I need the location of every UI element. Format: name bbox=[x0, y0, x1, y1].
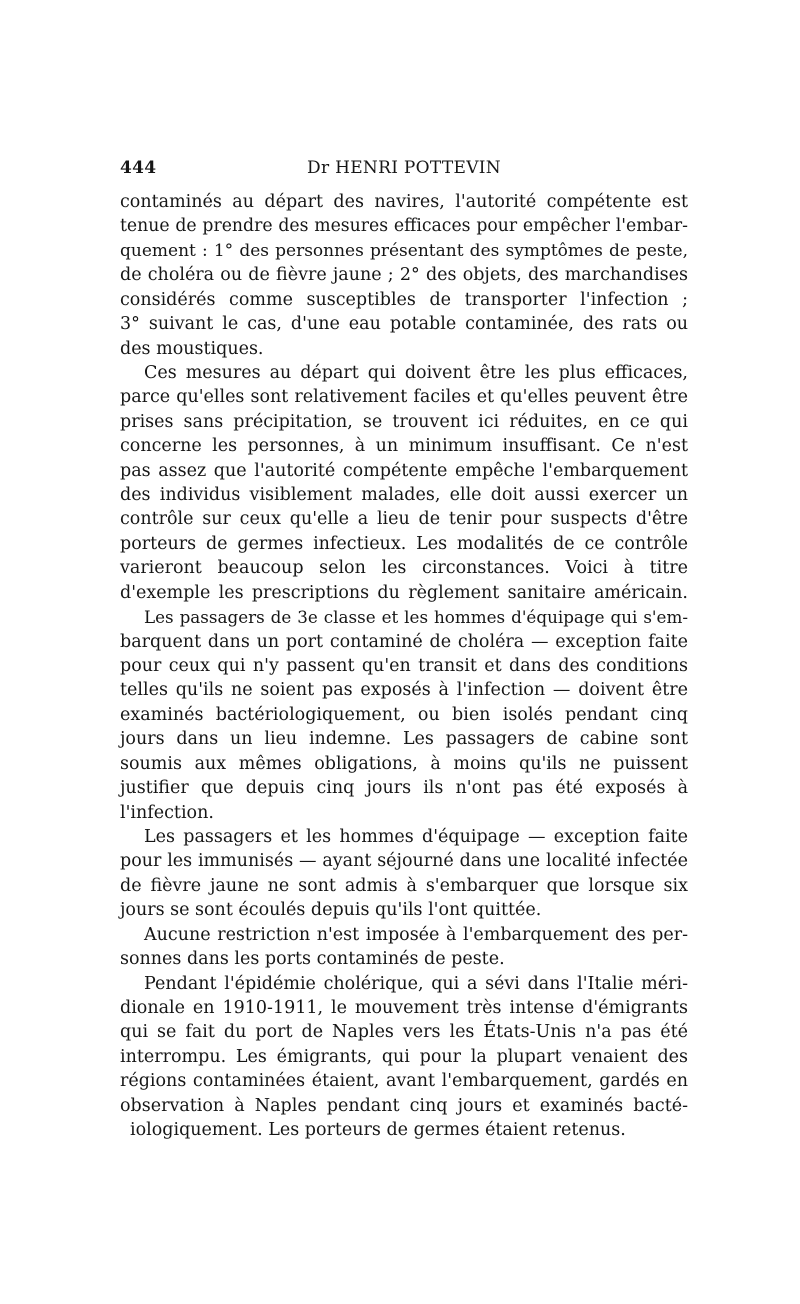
text-line: barquent dans un port contaminé de choléra — exception faite bbox=[120, 631, 688, 652]
text-line: d'exemple les prescriptions du règlement sanitaire américain. bbox=[120, 582, 688, 603]
text-line: qui se fait du port de Naples vers les États-Unis n'a pas été bbox=[120, 1022, 688, 1043]
text-line: pas assez que l'autorité compétente empêche l'embarquement bbox=[120, 460, 688, 481]
text-line: parce qu'elles sont relativement faciles et qu'elles peuvent être bbox=[120, 387, 688, 408]
text-line: iologiquement. Les porteurs de germes étaient retenus. bbox=[130, 1120, 626, 1141]
text-line: jours dans un lieu indemne. Les passagers de cabine sont bbox=[120, 729, 688, 750]
text-line: interrompu. Les émigrants, qui pour la plupart venaient des bbox=[120, 1046, 688, 1067]
text-line: telles qu'ils ne soient pas exposés à l'infection — doivent être bbox=[120, 680, 688, 701]
text-line: justifier que depuis cinq jours ils n'ont pas été exposés à bbox=[120, 778, 688, 799]
text-line: régions contaminées étaient, avant l'embarquement, gardés en bbox=[120, 1071, 688, 1092]
text-line: Les passagers de 3e classe et les hommes d'équipage qui s'em- bbox=[144, 607, 688, 628]
text-line: pour ceux qui n'y passent qu'en transit et dans des conditions bbox=[120, 656, 688, 677]
text-line: Pendant l'épidémie cholérique, qui a sévi dans l'Italie méri- bbox=[144, 973, 688, 994]
text-line: concerne les personnes, à un minimum insuffisant. Ce n'est bbox=[120, 436, 688, 457]
text-line: dionale en 1910-1911, le mouvement très intense d'émigrants bbox=[120, 997, 688, 1018]
text-line: Aucune restriction n'est imposée à l'embarquement des per- bbox=[144, 924, 688, 945]
running-header bbox=[120, 158, 688, 184]
text-line: de choléra ou de fièvre jaune ; 2° des objets, des marchandises bbox=[120, 265, 688, 286]
text-line: tenue de prendre des mesures efficaces pour empêcher l'embar- bbox=[120, 216, 688, 237]
body-text bbox=[120, 190, 688, 1142]
text-line: pour les immunisés — ayant séjourné dans une localité infectée bbox=[120, 851, 688, 872]
text-line: jours se sont écoulés depuis qu'ils l'ont quittée. bbox=[120, 900, 542, 921]
text-line: soumis aux mêmes obligations, à moins qu'ils ne puissent bbox=[120, 753, 688, 774]
text-line: 3° suivant le cas, d'une eau potable contaminée, des rats ou bbox=[120, 314, 688, 335]
text-line: porteurs de germes infectieux. Les modalités de ce contrôle bbox=[120, 533, 688, 554]
running-title: Dr HENRI POTTEVIN bbox=[307, 158, 501, 178]
text-line: des moustiques. bbox=[120, 338, 264, 359]
text-line: l'infection. bbox=[120, 802, 214, 823]
text-line: contrôle sur ceux qu'elle a lieu de tenir pour suspects d'être bbox=[120, 509, 688, 530]
text-line: de fièvre jaune ne sont admis à s'embarquer que lorsque six bbox=[120, 875, 688, 896]
page-number: 444 bbox=[120, 158, 157, 178]
text-line: Les passagers et les hommes d'équipage — exception faite bbox=[144, 826, 688, 847]
text-line: considérés comme susceptibles de transporter l'infection ; bbox=[120, 289, 688, 310]
text-line: quement : 1° des personnes présentant des symptômes de peste, bbox=[120, 240, 688, 261]
text-line: sonnes dans les ports contaminés de peste. bbox=[120, 949, 505, 970]
text-line: varieront beaucoup selon les circonstances. Voici à titre bbox=[120, 558, 688, 579]
text-line: des individus visiblement malades, elle doit aussi exercer un bbox=[120, 485, 688, 506]
text-line: prises sans précipitation, se trouvent ici réduites, en ce qui bbox=[120, 411, 688, 432]
text-line: observation à Naples pendant cinq jours et examinés bacté- bbox=[120, 1095, 688, 1116]
text-line: Ces mesures au départ qui doivent être les plus efficaces, bbox=[144, 362, 688, 383]
text-line: examinés bactériologiquement, ou bien isolés pendant cinq bbox=[120, 704, 688, 725]
text-line: contaminés au départ des navires, l'autorité compétente est bbox=[120, 192, 688, 212]
